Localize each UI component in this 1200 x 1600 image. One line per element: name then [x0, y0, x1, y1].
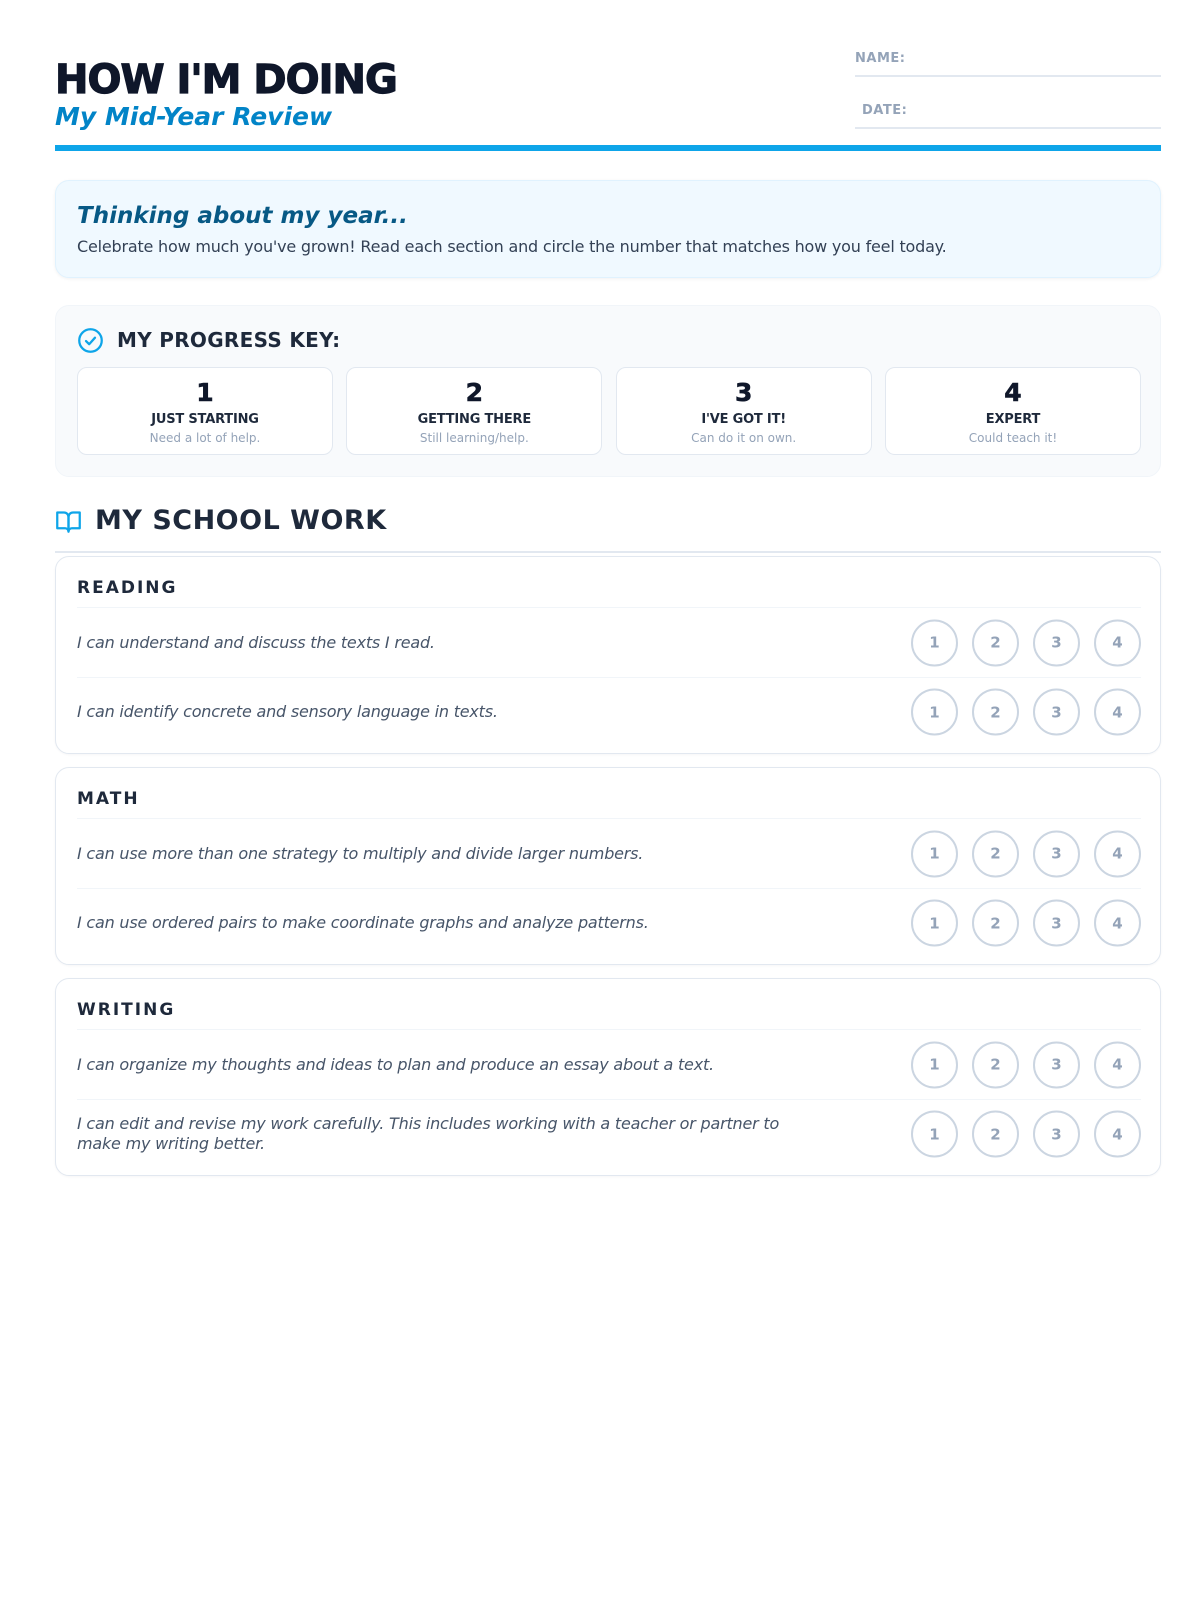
rating-option-3[interactable]: 3 [1033, 1041, 1080, 1088]
subject-card-writing [55, 978, 1161, 1176]
rating-option-2[interactable]: 2 [972, 1041, 1019, 1088]
date-label: DATE: [862, 103, 908, 118]
rating-option-4[interactable]: 4 [1094, 619, 1141, 666]
rating-option-2[interactable]: 2 [972, 1111, 1019, 1158]
name-field[interactable] [855, 47, 1161, 77]
subject-title: WRITING [77, 1000, 176, 1020]
rating-statement: I can use ordered pairs to make coordinate graphs and analyze patterns. [77, 913, 649, 932]
rating-option-1[interactable]: 1 [911, 1111, 958, 1158]
rating-option-3[interactable]: 3 [1033, 900, 1080, 947]
subject-title: MATH [77, 789, 140, 809]
key-level-number: 3 [734, 378, 753, 407]
key-level-description: Need a lot of help. [149, 431, 261, 445]
rating-option-1[interactable]: 1 [911, 1041, 958, 1088]
intro-title: Thinking about my year... [77, 203, 408, 229]
book-open-icon [55, 508, 82, 535]
rating-options [911, 1041, 1141, 1088]
key-level-label: GETTING THERE [417, 412, 532, 427]
rating-option-3[interactable]: 3 [1033, 689, 1080, 736]
rating-option-4[interactable]: 4 [1094, 1041, 1141, 1088]
intro-text: Celebrate how much you've grown! Read each section and circle the number that matches how you feel today. [77, 237, 947, 256]
rating-statement: I can use more than one strategy to multiply and divide larger numbers. [77, 843, 644, 863]
progress-key-header [77, 326, 340, 354]
rating-option-3[interactable]: 3 [1033, 619, 1080, 666]
rating-option-1[interactable]: 1 [911, 689, 958, 736]
rating-option-3[interactable]: 3 [1033, 1111, 1080, 1158]
rating-statement: I can organize my thoughts and ideas to plan and produce an essay about a text. [77, 1054, 714, 1074]
rating-option-2[interactable]: 2 [972, 619, 1019, 666]
rating-option-2[interactable]: 2 [972, 830, 1019, 877]
key-level-card [885, 367, 1141, 455]
rating-options [911, 830, 1141, 877]
page-subtitle: My Mid-Year Review [55, 102, 333, 131]
rating-row [77, 608, 1141, 677]
rating-option-1[interactable]: 1 [911, 900, 958, 947]
rating-row [77, 1099, 1141, 1168]
section-heading [55, 503, 1161, 553]
rating-options [911, 619, 1141, 666]
name-label: NAME: [855, 51, 906, 66]
rating-option-2[interactable]: 2 [972, 689, 1019, 736]
key-level-number: 4 [1004, 378, 1022, 407]
header [55, 0, 1161, 152]
rating-option-1[interactable]: 1 [911, 830, 958, 877]
key-level-card [77, 367, 333, 455]
rating-statement: I can understand and discuss the texts I read. [77, 632, 435, 652]
rating-row [77, 819, 1141, 888]
rating-statement: I can edit and revise my work carefully. This includes working with a teacher or partner to make my writing better. [77, 1114, 780, 1153]
check-circle-icon [77, 327, 104, 354]
rating-option-3[interactable]: 3 [1033, 830, 1080, 877]
subject-title: READING [77, 578, 178, 598]
header-divider [55, 145, 1161, 151]
rating-option-4[interactable]: 4 [1094, 1111, 1141, 1158]
key-level-card [346, 367, 602, 455]
rating-option-4[interactable]: 4 [1094, 900, 1141, 947]
key-level-number: 1 [196, 378, 214, 407]
progress-key [55, 305, 1161, 477]
rating-statement: I can identify concrete and sensory language in texts. [77, 702, 498, 721]
key-level-card [616, 367, 872, 455]
key-level-label: EXPERT [985, 412, 1041, 427]
intro-box [55, 180, 1161, 278]
key-level-description: Could teach it! [968, 431, 1058, 445]
key-level-label: JUST STARTING [151, 412, 259, 427]
key-level-number: 2 [465, 378, 484, 407]
rating-option-2[interactable]: 2 [972, 900, 1019, 947]
progress-key-title: MY PROGRESS KEY: [117, 328, 341, 352]
key-level-description: Still learning/help. [419, 431, 529, 445]
rating-row [77, 888, 1141, 957]
key-level-label: I'VE GOT IT! [701, 412, 786, 427]
rating-row [77, 677, 1141, 746]
rating-options [911, 1111, 1141, 1158]
key-level-description: Can do it on own. [691, 431, 797, 445]
rating-option-4[interactable]: 4 [1094, 830, 1141, 877]
rating-options [911, 689, 1141, 736]
review-sheet [55, 0, 1161, 1153]
subject-card-math [55, 767, 1161, 965]
rating-option-4[interactable]: 4 [1094, 689, 1141, 736]
rating-option-1[interactable]: 1 [911, 619, 958, 666]
section-title: MY SCHOOL WORK [95, 505, 387, 536]
page-title: HOW I'M DOING [55, 57, 397, 103]
rating-options [911, 900, 1141, 947]
subject-card-reading [55, 556, 1161, 754]
progress-key-levels [77, 367, 1141, 455]
date-field[interactable] [855, 99, 1161, 129]
rating-row [77, 1030, 1141, 1099]
